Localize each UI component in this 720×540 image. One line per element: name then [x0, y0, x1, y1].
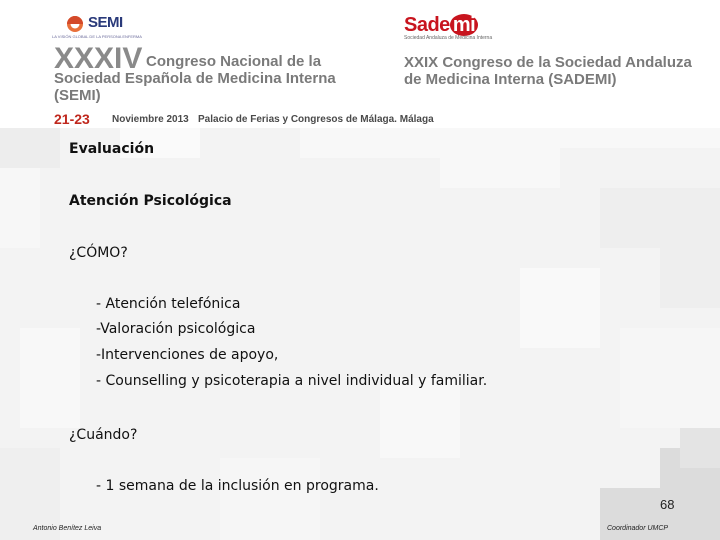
- footer-author: Antonio Benítez Leiva: [33, 525, 102, 532]
- question-cuando: ¿Cuándo?: [69, 427, 138, 443]
- sademi-logo-word-b: mi: [450, 14, 478, 36]
- conference-header: [0, 0, 720, 128]
- question-como: ¿CÓMO?: [69, 245, 128, 261]
- sademi-logo-word: [404, 14, 478, 36]
- list-item: - 1 semana de la inclusión en programa.: [96, 478, 379, 494]
- semi-congress-line1: Congreso Nacional de la: [146, 53, 322, 70]
- sademi-logo-tagline: Sociedad Andaluza de Medicina Interna: [404, 35, 493, 41]
- page-number: 68: [660, 497, 675, 512]
- sademi-congress-line2: de Medicina Interna (SADEMI): [404, 71, 617, 88]
- footer-role: Coordinador UMCP: [607, 525, 669, 532]
- congress-venue: [198, 114, 434, 125]
- sademi-logo: [404, 14, 478, 37]
- semi-logo-word: SEMI: [88, 14, 123, 31]
- list-item: -Intervenciones de apoyo,: [96, 347, 279, 363]
- list-item: - Counselling y psicoterapia a nivel individual y familiar.: [96, 373, 488, 389]
- heading-evaluacion: Evaluación: [69, 141, 155, 157]
- list-item: -Valoración psicológica: [96, 321, 256, 337]
- sademi-logo-word-a: Sade: [404, 14, 450, 36]
- sademi-congress-line1: XXIX Congreso de la Sociedad Andaluza: [404, 54, 692, 71]
- semi-congress-number: XXXIV: [54, 42, 143, 75]
- list-item: - Atención telefónica: [96, 296, 241, 312]
- venue-city: Málaga: [399, 114, 434, 125]
- venue-prefix: Palacio de Ferias y Congresos de Málaga.: [198, 114, 397, 125]
- semi-congress-line2: Sociedad Española de Medicina Interna: [54, 70, 336, 87]
- congress-month-year: Noviembre 2013: [112, 114, 189, 125]
- congress-dates: 21-23: [54, 111, 90, 127]
- semi-logo-tagline: LA VISIÓN GLOBAL DE LA PERSONA ENFERMA: [52, 34, 142, 39]
- semi-congress-line3: (SEMI): [54, 87, 101, 104]
- heading-atencion-psicologica: Atención Psicológica: [69, 193, 232, 209]
